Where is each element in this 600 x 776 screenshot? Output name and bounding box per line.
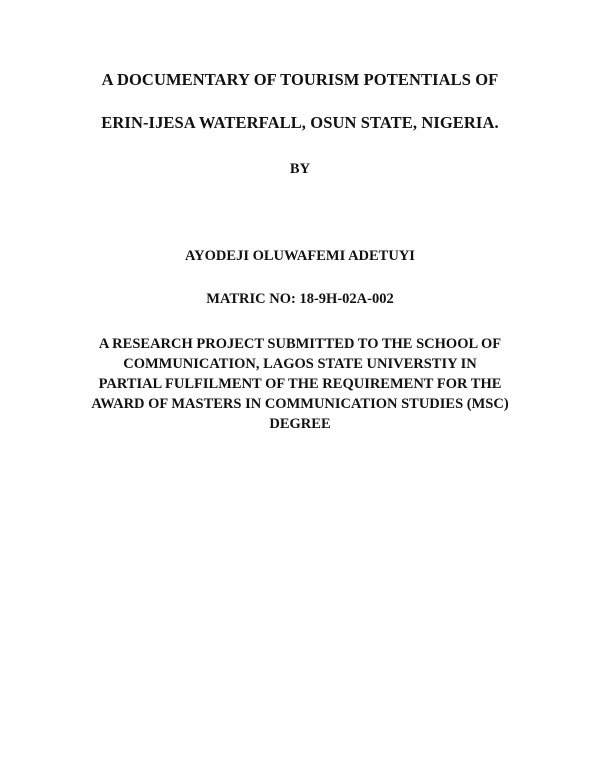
statement-line: COMMUNICATION, LAGOS STATE UNIVERSTIY IN <box>123 356 477 372</box>
author-name: AYODEJI OLUWAFEMI ADETUYI <box>185 248 415 264</box>
statement-line: A RESEARCH PROJECT SUBMITTED TO THE SCHOOL OF <box>98 336 502 352</box>
submission-statement <box>40 334 560 434</box>
statement-line: PARTIAL FULFILMENT OF THE REQUIREMENT FOR THE <box>98 376 502 392</box>
statement-line: DEGREE <box>269 416 331 432</box>
by-label: BY <box>289 161 311 177</box>
title-line-1: A DOCUMENTARY OF TOURISM POTENTIALS OF <box>101 70 499 89</box>
title-line-2: ERIN-IJESA WATERFALL, OSUN STATE, NIGERIA. <box>101 113 499 132</box>
matric-number: MATRIC NO: 18-9H-02A-002 <box>206 291 394 307</box>
statement-line: AWARD OF MASTERS IN COMMUNICATION STUDIES (MSC) <box>91 396 509 412</box>
